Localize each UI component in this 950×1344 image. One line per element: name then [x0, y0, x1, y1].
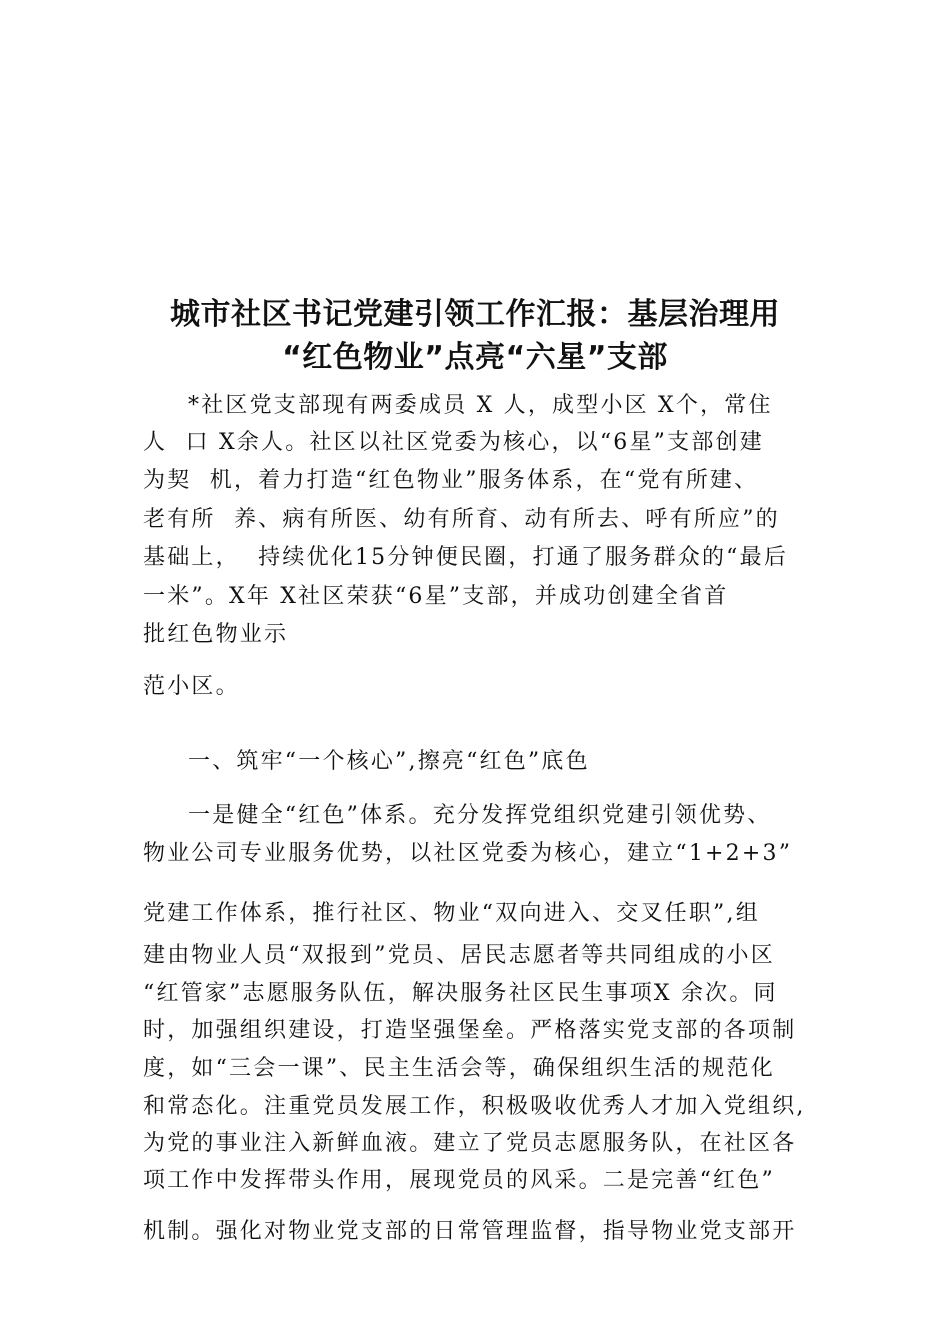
paragraph-line: 为党的事业注入新鲜血液。建立了党员志愿服务队，在社区各: [143, 1131, 797, 1156]
paragraph-line: 和常态化。注重党员发展工作，积极吸收优秀人才加入党组织,: [143, 1094, 806, 1119]
paragraph-line: 批红色物业示: [143, 622, 289, 647]
paragraph-line: 度，如“三会一课”、民主生活会等，确保组织生活的规范化: [143, 1056, 775, 1081]
section-heading: 一、筑牢“一个核心”,擦亮“红色”底色: [188, 749, 590, 774]
paragraph-line: *社区党支部现有两委成员 X 人，成型小区 X个，常住: [188, 393, 773, 418]
paragraph-line: 基础上， 持续优化15分钟便民圈，打通了服务群众的“最后: [143, 545, 789, 570]
paragraph-line: 党建工作体系，推行社区、物业“双向进入、交叉任职”,组: [143, 901, 760, 926]
paragraph-line: 机制。强化对物业党支部的日常管理监督，指导物业党支部开: [143, 1219, 797, 1244]
document-title-line-1: 城市社区书记党建引领工作汇报：基层治理用: [170, 297, 780, 332]
paragraph-line: 一米”。X年 X社区荣获“6星”支部，并成功创建全省首: [143, 584, 729, 609]
paragraph-line: 人 口 X余人。社区以社区党委为核心，以“6星”支部创建: [143, 430, 764, 455]
paragraph-line: 时，加强组织建设，打造坚强堡垒。严格落实党支部的各项制: [143, 1018, 797, 1043]
paragraph-line: 范小区。: [143, 674, 240, 699]
paragraph-line: 为契 机，着力打造“红色物业”服务体系，在“党有所建、: [143, 468, 759, 493]
paragraph-line: 老有所 养、病有所医、幼有所育、动有所去、呼有所应”的: [143, 507, 780, 532]
paragraph-line: 建由物业人员“双报到”党员、居民志愿者等共同组成的小区: [143, 943, 775, 968]
document-title-line-2: “红色物业”点亮“六星”支部: [282, 340, 668, 375]
paragraph-line: 一是健全“红色”体系。充分发挥党组织党建引领优势、: [188, 803, 772, 828]
paragraph-line: “红管家”志愿服务队伍，解决服务社区民生事项X 余次。同: [143, 981, 778, 1006]
paragraph-line: 项工作中发挥带头作用，展现党员的风采。二是完善“红色”: [143, 1168, 775, 1193]
paragraph-line: 物业公司专业服务优势，以社区党委为核心，建立“1+2+3”: [143, 841, 793, 866]
